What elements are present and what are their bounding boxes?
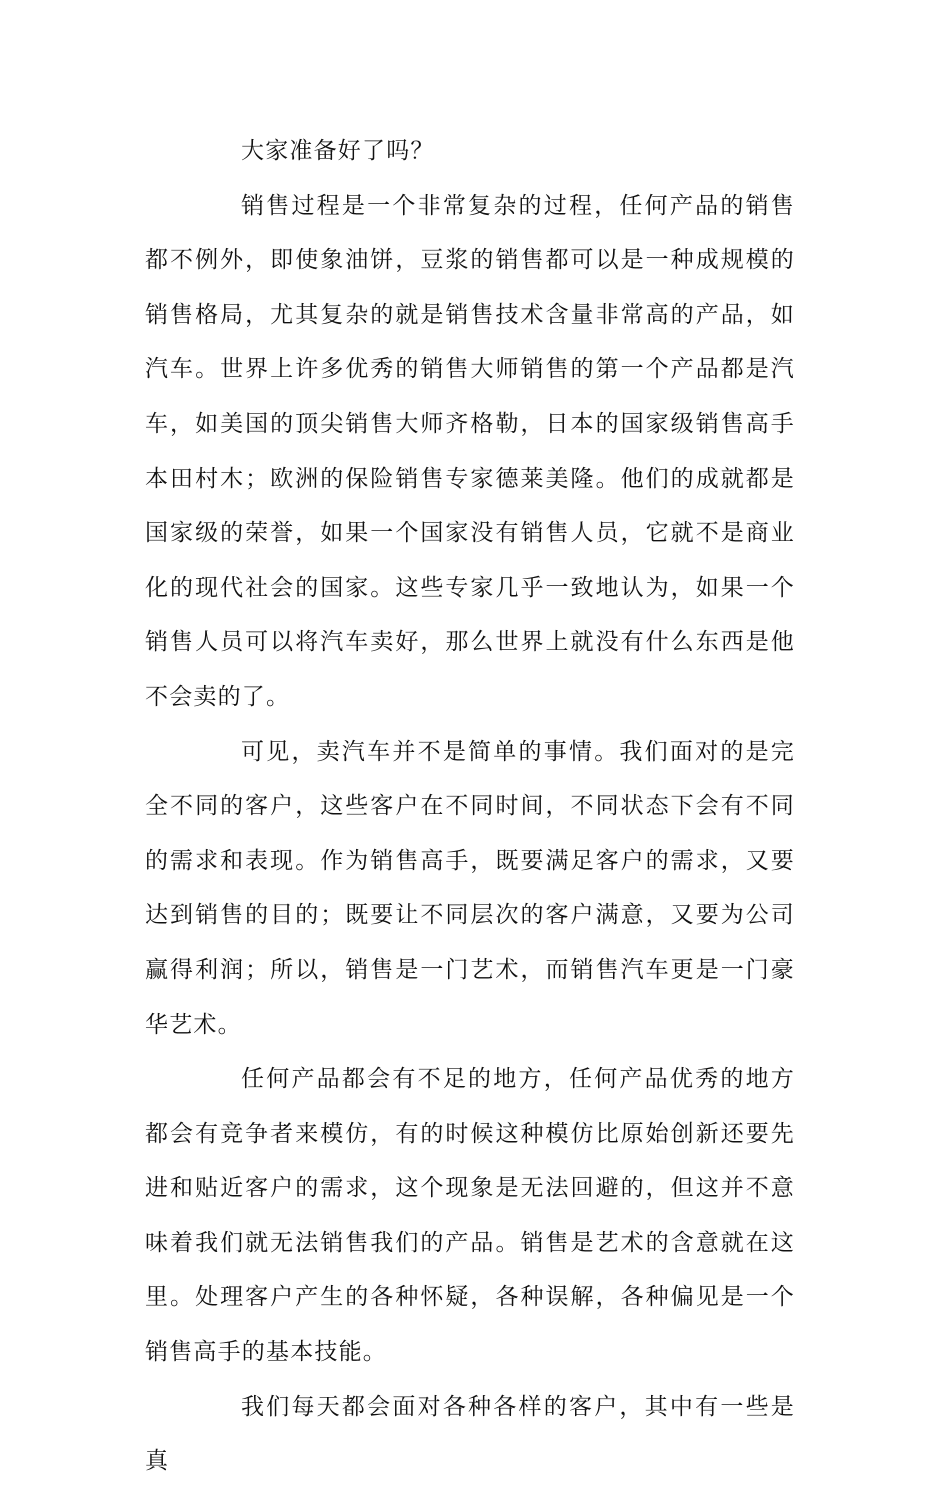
paragraph-selling-cars: 可见，卖汽车并不是简单的事情。我们面对的是完全不同的客户，这些客户在不同时间，不同状态下会有不同的需求和表现。作为销售高手，既要满足客户的需求，又要达到销售的目的；既要让不同层次的客户满意，又要为公司赢得利润；所以，销售是一门艺术，而销售汽车更是一门豪华艺术。	[145, 738, 795, 1038]
document-body	[145, 124, 795, 1489]
paragraph-intro: 大家准备好了吗？	[241, 138, 435, 164]
paragraph-customers: 我们每天都会面对各种各样的客户，其中有一些是真	[145, 1393, 795, 1475]
paragraph-product-shortcomings: 任何产品都会有不足的地方，任何产品优秀的地方都会有竞争者来模仿，有的时候这种模仿比原始创新还要先进和贴近客户的需求，这个现象是无法回避的，但这并不意味着我们就无法销售我们的产品。销售是艺术的含意就在这里。处理客户产生的各种怀疑，各种误解，各种偏见是一个销售高手的基本技能。	[145, 1066, 795, 1366]
paragraph-sales-process: 销售过程是一个非常复杂的过程，任何产品的销售都不例外，即使象油饼，豆浆的销售都可以是一种成规模的销售格局，尤其复杂的就是销售技术含量非常高的产品，如汽车。世界上许多优秀的销售大师销售的第一个产品都是汽车，如美国的顶尖销售大师齐格勒，日本的国家级销售高手本田村木；欧洲的保险销售专家德莱美隆。他们的成就都是国家级的荣誉，如果一个国家没有销售人员，它就不是商业化的现代社会的国家。这些专家几乎一致地认为，如果一个销售人员可以将汽车卖好，那么世界上就没有什么东西是他不会卖的了。	[145, 192, 795, 710]
